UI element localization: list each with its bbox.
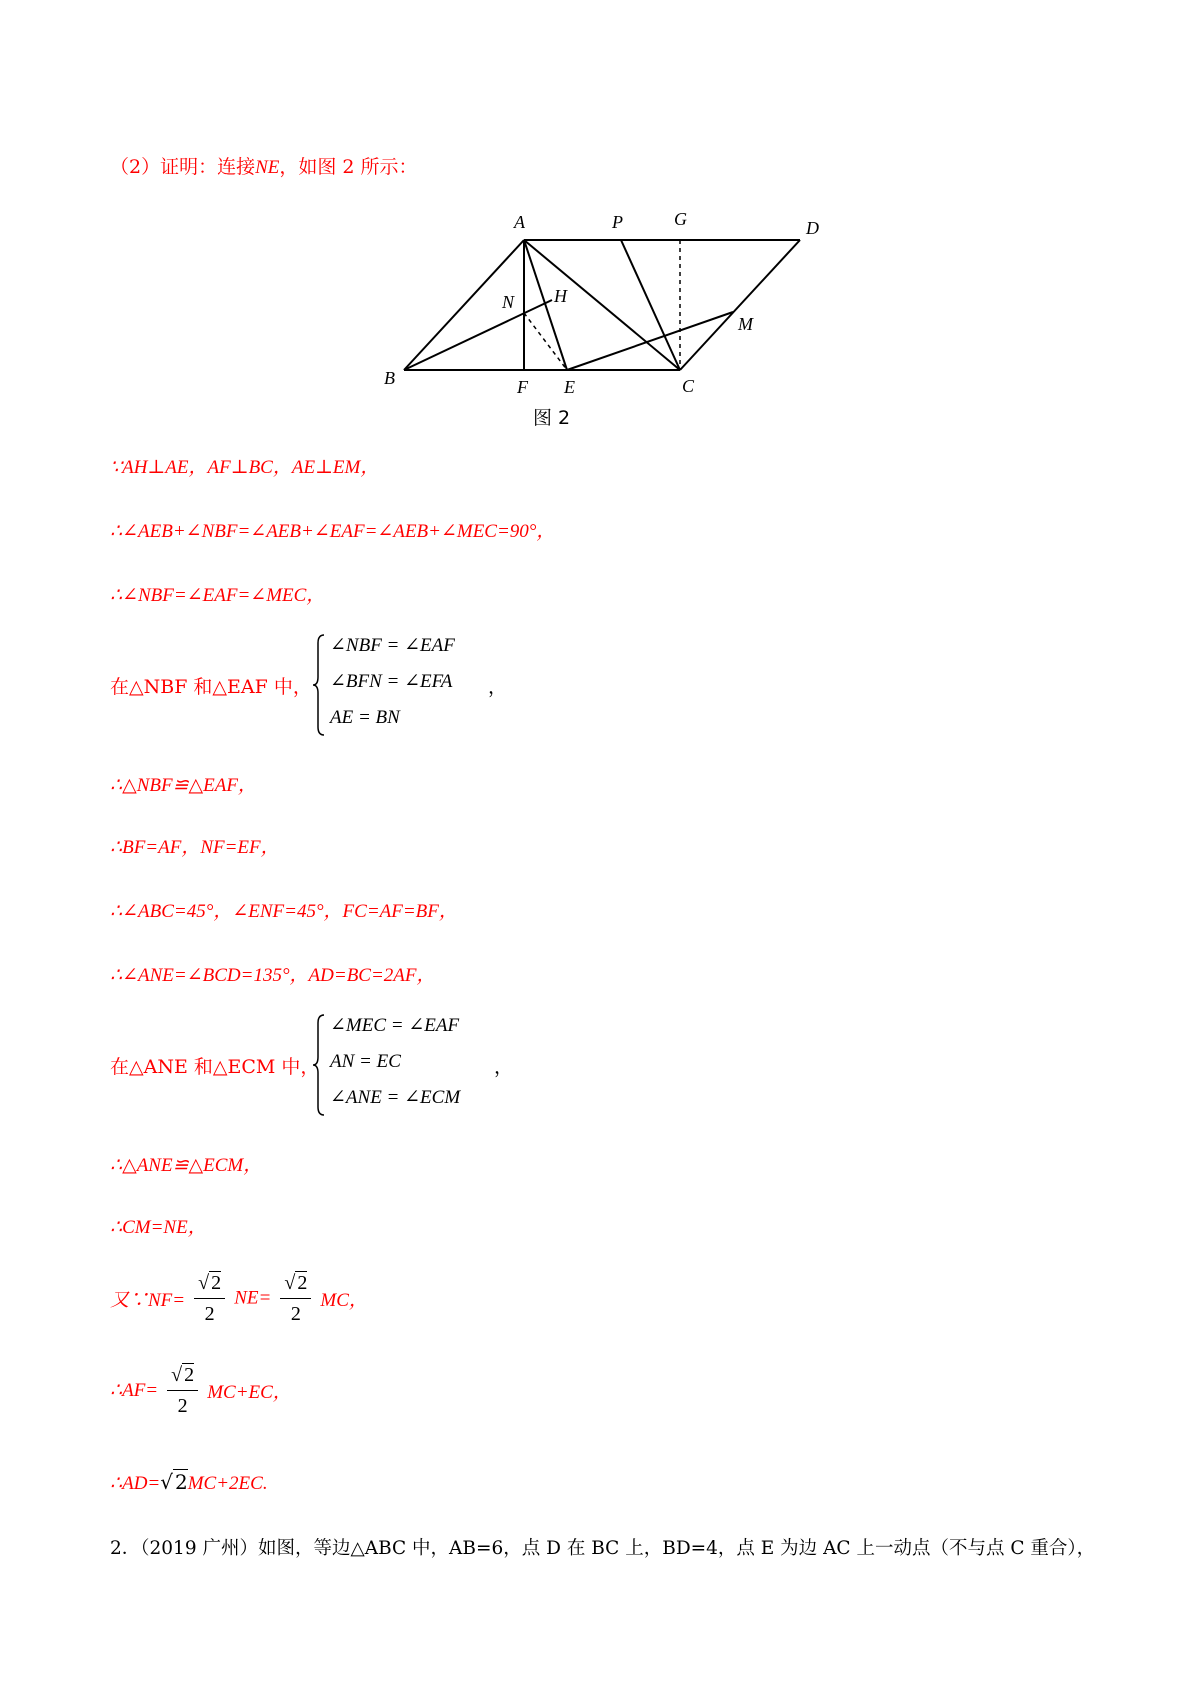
step-14-suffix: MC+2EC.	[187, 1473, 268, 1494]
label-b: B	[384, 368, 395, 388]
step-1: ∵AH⊥AE，AF⊥BC，AE⊥EM，	[110, 457, 380, 478]
system-1	[330, 628, 455, 736]
step-12-suffix: MC，	[320, 1290, 368, 1311]
step-6: ∴BF=AF，NF=EF，	[110, 837, 280, 858]
problem-2-text: 2．（2019 广州）如图，等边△ABC 中，AB=6，点 D 在 BC 上，BD=4，点 E 为边 AC 上一动点（不与点 C 重合），	[110, 1538, 1096, 1559]
step-9-prefix: 在△ANE 和△ECM 中，	[110, 1056, 320, 1078]
fraction-2: $\frac{√ 2}{2}$	[280, 1268, 311, 1329]
intro-ne: NE	[255, 157, 280, 178]
label-f: F	[517, 377, 528, 397]
step-12-prefix: 又∵NF=	[110, 1290, 186, 1311]
segment-ac	[524, 240, 680, 370]
step-14-prefix: ∴AD=	[110, 1473, 161, 1494]
step-13	[110, 1360, 292, 1421]
step-14-radicand: 2	[175, 1470, 188, 1494]
segment-ne-dashed	[524, 313, 567, 370]
label-a: A	[514, 212, 525, 232]
step-3: ∴∠NBF=∠EAF=∠MEC，	[110, 585, 326, 606]
step-12-mid: NE=	[234, 1287, 272, 1309]
fraction-2-radicand: 2	[297, 1272, 308, 1294]
segment-cd	[680, 240, 800, 370]
step-9-suffix: ，	[494, 1056, 514, 1078]
fraction-3: $\frac{√ 2}{2}$	[167, 1360, 198, 1421]
step-4-prefix: 在△NBF 和△EAF 中，	[110, 676, 312, 698]
label-c: C	[682, 376, 695, 396]
label-e: E	[564, 377, 575, 397]
system-2-eq-3: ∠ANE = ∠ECM	[330, 1087, 461, 1108]
system-2-eq-1: ∠MEC = ∠EAF	[330, 1015, 460, 1036]
fraction-2-denominator: 2	[290, 1303, 301, 1325]
step-7: ∴∠ABC=45°，∠ENF=45°，FC=AF=BF，	[110, 901, 458, 922]
system-2-eq-2: AN = EC	[330, 1051, 401, 1072]
label-g: G	[674, 209, 687, 229]
fraction-3-denominator: 2	[177, 1395, 188, 1417]
figure-caption: 图 2	[533, 407, 571, 429]
intro-prefix: （2）证明：连接	[110, 156, 256, 178]
fraction-3-radicand: 2	[184, 1364, 195, 1386]
segment-bh	[404, 300, 552, 370]
system-2	[330, 1008, 460, 1116]
fraction-1-radicand: 2	[211, 1272, 222, 1294]
step-10: ∴△ANE≌△ECM，	[110, 1155, 263, 1176]
step-2: ∴∠AEB+∠NBF=∠AEB+∠EAF=∠AEB+∠MEC=90°，	[110, 521, 556, 542]
label-h: H	[554, 286, 567, 306]
step-13-suffix: MC+EC，	[207, 1382, 292, 1403]
label-p: P	[612, 212, 623, 232]
label-n: N	[502, 292, 515, 312]
fraction-1: $\frac{√ 2}{2}$	[194, 1268, 225, 1329]
step-5: ∴△NBF≌△EAF，	[110, 775, 257, 796]
step-4-suffix: ，	[488, 676, 508, 698]
brace-1	[312, 633, 326, 737]
fraction-1-denominator: 2	[204, 1303, 215, 1325]
system-1-eq-1: ∠NBF = ∠EAF	[330, 635, 455, 656]
step-12	[110, 1268, 368, 1329]
step-8: ∴∠ANE=∠BCD=135°，AD=BC=2AF，	[110, 965, 436, 986]
system-1-eq-2: ∠BFN = ∠EFA	[330, 671, 453, 692]
label-d: D	[806, 218, 819, 238]
system-1-eq-3: AE = BN	[330, 707, 400, 728]
step-14: ∴AD=√ 2MC+2EC.	[110, 1470, 268, 1494]
intro-line	[110, 152, 418, 179]
step-11: ∴CM=NE，	[110, 1217, 207, 1238]
brace-2	[312, 1013, 326, 1117]
segment-pc	[621, 240, 680, 370]
label-m: M	[738, 314, 753, 334]
intro-suffix: ，如图 2 所示：	[279, 156, 418, 178]
step-13-prefix: ∴AF=	[110, 1380, 159, 1401]
